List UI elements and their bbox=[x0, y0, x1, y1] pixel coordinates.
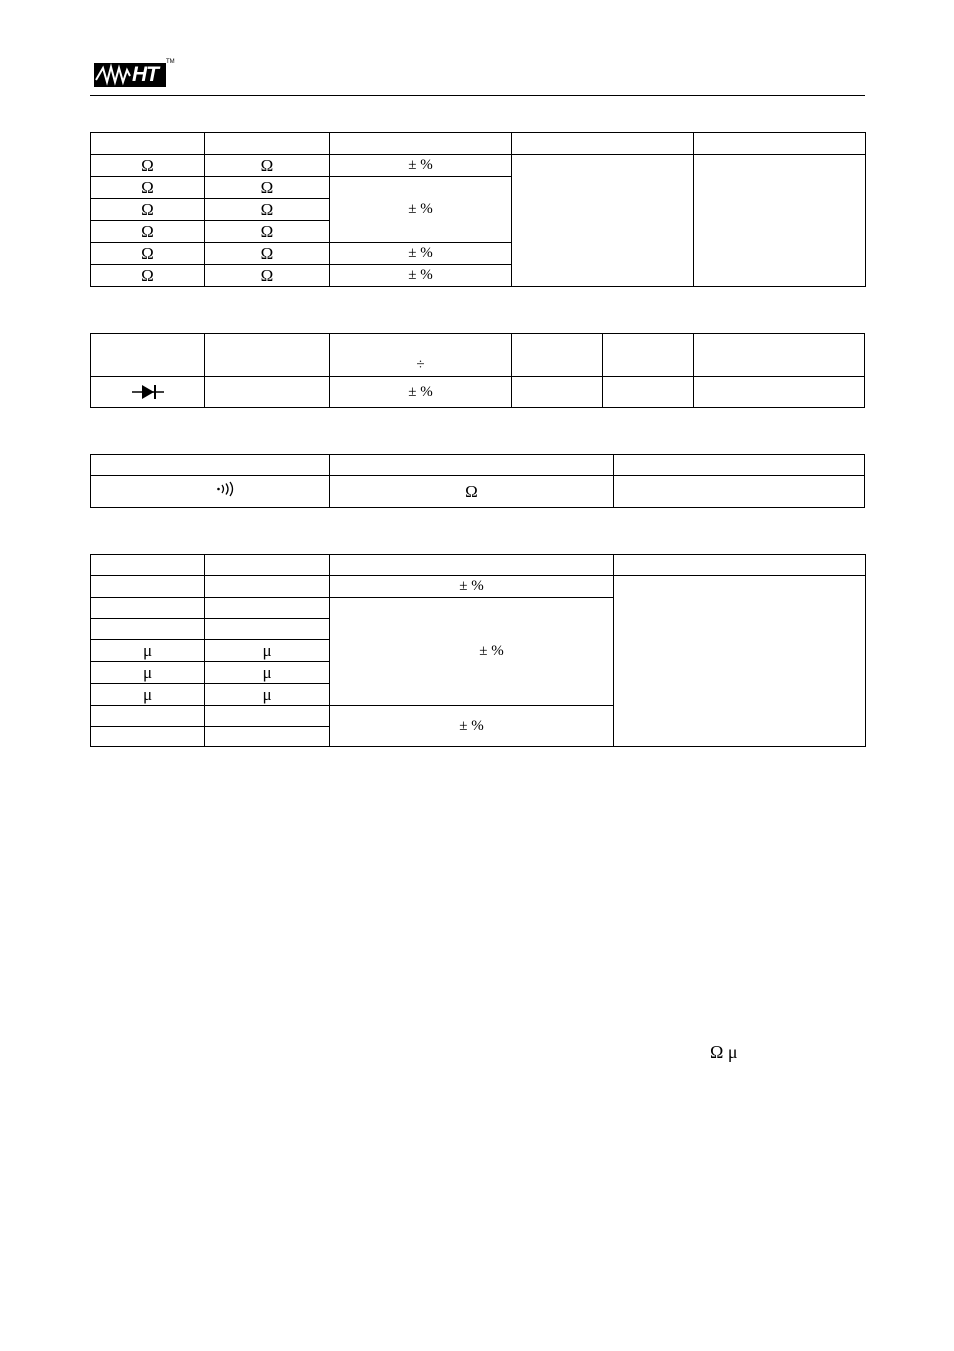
table-header-row bbox=[91, 555, 866, 576]
table-cell bbox=[512, 377, 603, 408]
resolution-cell: Ω bbox=[205, 265, 330, 287]
header-cell bbox=[603, 334, 694, 377]
resolution-cell: Ω bbox=[205, 177, 330, 199]
range-cell bbox=[91, 727, 205, 747]
buzzer-icon bbox=[216, 481, 236, 497]
accuracy-cell: ± % bbox=[330, 243, 512, 265]
continuity-symbol-cell bbox=[91, 476, 330, 508]
diode-symbol-cell bbox=[91, 377, 205, 408]
range-cell bbox=[91, 576, 205, 598]
logo-text: HT bbox=[132, 63, 158, 86]
diode-icon bbox=[132, 384, 164, 400]
resolution-cell: Ω bbox=[205, 221, 330, 243]
header-cell bbox=[694, 133, 866, 155]
header-cell bbox=[91, 133, 205, 155]
range-cell: μ bbox=[91, 684, 205, 706]
footnote-symbols: Ω μ bbox=[710, 1042, 738, 1062]
header-cell bbox=[205, 133, 330, 155]
accuracy-cell: ± % bbox=[330, 576, 614, 598]
accuracy-cell: ± % bbox=[330, 265, 512, 287]
table-row bbox=[91, 377, 865, 408]
header-cell bbox=[512, 334, 603, 377]
range-cell bbox=[91, 619, 205, 640]
logo-trademark: TM bbox=[166, 59, 175, 65]
range-cell: Ω bbox=[91, 265, 205, 287]
table-cell bbox=[614, 476, 865, 508]
header-cell bbox=[330, 133, 512, 155]
merged-cell bbox=[512, 155, 694, 287]
threshold-cell: Ω bbox=[330, 476, 614, 508]
merged-cell bbox=[694, 155, 866, 287]
header-cell bbox=[91, 455, 330, 476]
table-row bbox=[91, 576, 866, 598]
table-cell bbox=[694, 377, 865, 408]
ht-logo bbox=[94, 59, 175, 87]
diode-table bbox=[90, 333, 865, 408]
range-cell: Ω bbox=[91, 155, 205, 177]
range-cell: Ω bbox=[91, 199, 205, 221]
table-header-row bbox=[91, 334, 865, 377]
resolution-cell: Ω bbox=[205, 155, 330, 177]
range-cell: μ bbox=[91, 662, 205, 684]
resolution-cell: μ bbox=[205, 684, 330, 706]
resistance-table bbox=[90, 132, 866, 287]
header-cell bbox=[614, 455, 865, 476]
resolution-cell bbox=[205, 576, 330, 598]
table-cell bbox=[205, 377, 330, 408]
header-cell bbox=[330, 555, 614, 576]
table-header-row bbox=[91, 455, 865, 476]
range-cell bbox=[91, 598, 205, 619]
accuracy-cell: ± % bbox=[330, 377, 512, 408]
resolution-cell bbox=[205, 706, 330, 727]
continuity-table bbox=[90, 454, 865, 508]
resolution-cell: μ bbox=[205, 640, 330, 662]
resolution-cell: Ω bbox=[205, 199, 330, 221]
resolution-cell: μ bbox=[205, 662, 330, 684]
header-cell bbox=[512, 133, 694, 155]
range-cell: μ bbox=[91, 640, 205, 662]
merged-cell bbox=[614, 576, 866, 747]
header-cell bbox=[205, 334, 330, 377]
header-cell-divide: ÷ bbox=[330, 334, 512, 377]
table-cell bbox=[603, 377, 694, 408]
accuracy-cell: ± % bbox=[330, 155, 512, 177]
capacitance-table bbox=[90, 554, 866, 747]
resolution-cell bbox=[205, 619, 330, 640]
header-cell bbox=[694, 334, 865, 377]
range-cell: Ω bbox=[91, 177, 205, 199]
header-cell bbox=[91, 555, 205, 576]
resolution-cell bbox=[205, 727, 330, 747]
range-cell bbox=[91, 706, 205, 727]
header-cell bbox=[614, 555, 866, 576]
resolution-cell: Ω bbox=[205, 243, 330, 265]
accuracy-cell: ± % bbox=[330, 706, 614, 747]
table-row bbox=[91, 155, 866, 177]
range-cell: Ω bbox=[91, 243, 205, 265]
accuracy-cell: ± % bbox=[330, 177, 512, 243]
header-cell bbox=[205, 555, 330, 576]
page-header bbox=[90, 59, 865, 96]
resolution-cell bbox=[205, 598, 330, 619]
header-cell bbox=[91, 334, 205, 377]
header-cell bbox=[330, 455, 614, 476]
table-header-row bbox=[91, 133, 866, 155]
range-cell: Ω bbox=[91, 221, 205, 243]
table-row bbox=[91, 476, 865, 508]
accuracy-cell: ± % bbox=[330, 598, 614, 706]
